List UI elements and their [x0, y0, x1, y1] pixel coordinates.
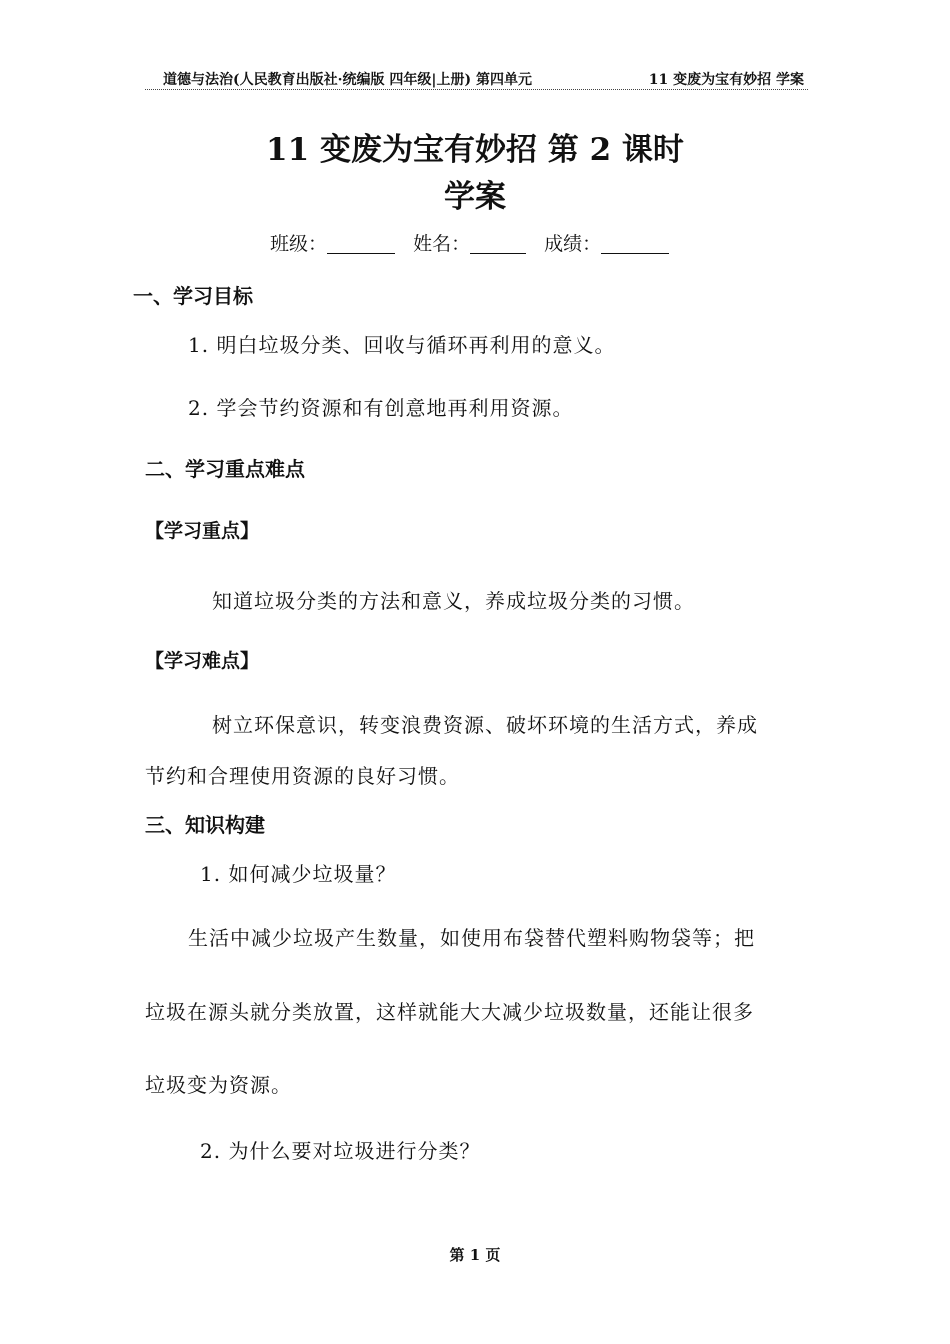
class-blank[interactable] — [327, 235, 395, 254]
section-heading-objectives: 一、学习目标 — [133, 284, 253, 308]
objective-item: 2. 学会节约资源和有创意地再利用资源。 — [188, 396, 574, 420]
section-heading-knowledge: 三、知识构建 — [145, 813, 265, 837]
header-lesson-title: 11 变废为宝有妙招 学案 — [648, 72, 804, 88]
answer-1-line: 垃圾变为资源。 — [145, 1073, 292, 1097]
key-point-text: 知道垃圾分类的方法和意义，养成垃圾分类的习惯。 — [212, 589, 695, 613]
difficulty-text-line: 节约和合理使用资源的良好习惯。 — [145, 764, 460, 788]
header-course-info: 道德与法治(人民教育出版社·统编版 四年级|上册) 第四单元 — [163, 72, 532, 88]
class-label: 班级： — [270, 233, 328, 255]
section-heading-key-points: 二、学习重点难点 — [145, 457, 305, 481]
question-2: 2. 为什么要对垃圾进行分类？ — [200, 1139, 481, 1163]
page-subtitle: 学案 — [444, 179, 506, 215]
score-label: 成绩： — [544, 233, 602, 255]
score-blank[interactable] — [601, 235, 669, 254]
running-header — [145, 67, 808, 90]
question-1: 1. 如何减少垃圾量？ — [200, 862, 397, 886]
name-label: 姓名： — [413, 233, 471, 255]
student-info-row — [270, 229, 669, 256]
page-number: 第 1 页 — [449, 1246, 501, 1264]
difficulty-text-line: 树立环保意识，转变浪费资源、破坏环境的生活方式，养成 — [212, 713, 758, 737]
key-point-label: 【学习重点】 — [145, 520, 260, 542]
difficulty-label: 【学习难点】 — [145, 650, 260, 672]
answer-1-line: 生活中减少垃圾产生数量，如使用布袋替代塑料购物袋等；把 — [188, 926, 755, 950]
page-title: 11 变废为宝有妙招 第 2 课时 — [266, 132, 684, 168]
answer-1-line: 垃圾在源头就分类放置，这样就能大大减少垃圾数量，还能让很多 — [145, 1000, 754, 1024]
name-blank[interactable] — [470, 235, 526, 254]
objective-item: 1. 明白垃圾分类、回收与循环再利用的意义。 — [188, 333, 616, 357]
